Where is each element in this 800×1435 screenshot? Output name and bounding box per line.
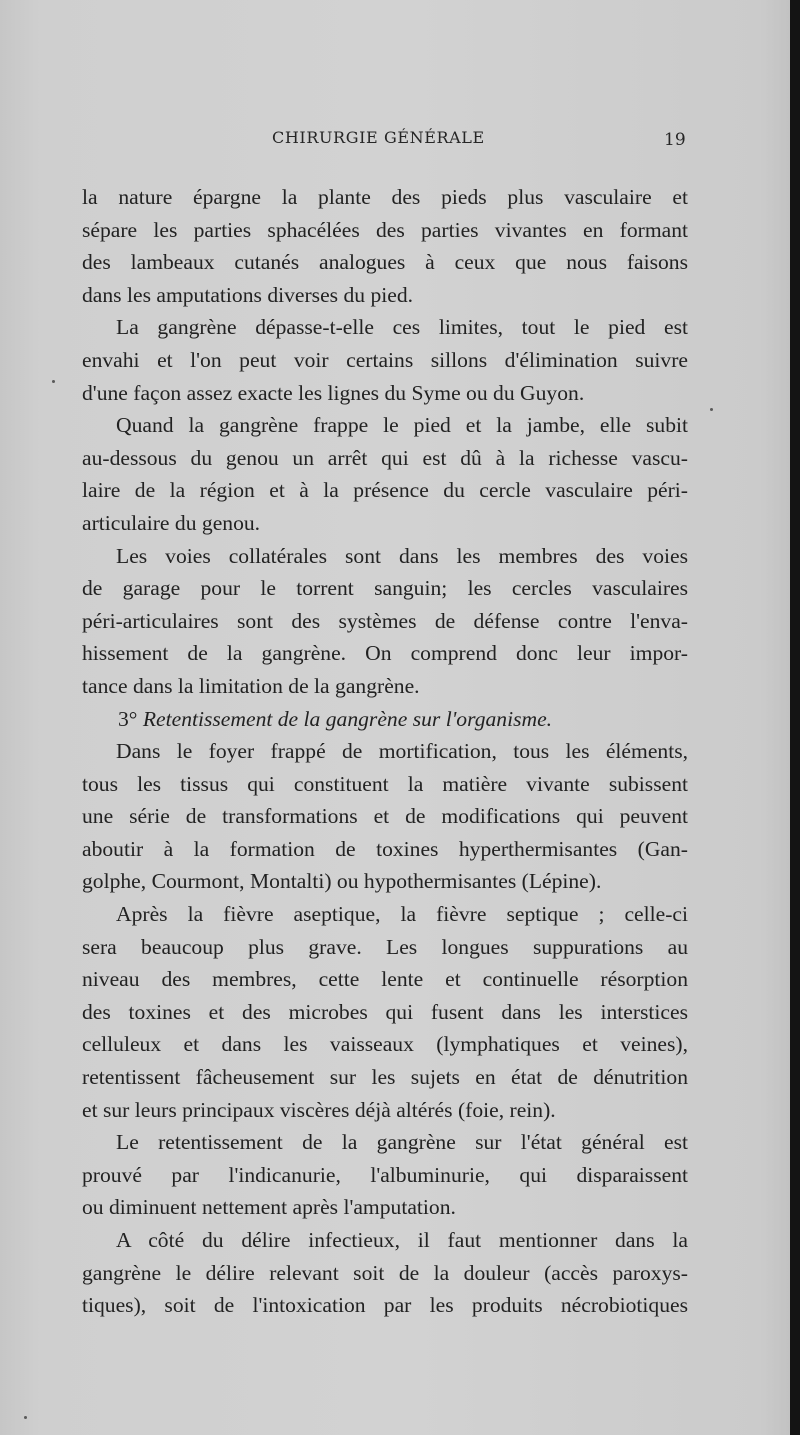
text-line: Les voies collatérales sont dans les membres des voies xyxy=(116,543,688,568)
text-line: péri-articulaires sont des systèmes de défense contre l'enva- xyxy=(82,608,688,633)
section-heading xyxy=(82,703,688,736)
text-line: tiques), soit de l'intoxication par les produits nécrobiotiques xyxy=(82,1293,688,1318)
scan-border xyxy=(790,0,800,1435)
paragraph-8 xyxy=(82,1224,688,1322)
paragraph-1 xyxy=(82,181,688,311)
paragraph-3 xyxy=(82,409,688,539)
paragraph-2 xyxy=(82,311,688,409)
text-line: des lambeaux cutanés analogues à ceux que nous faisons xyxy=(82,250,688,275)
text-line: sépare les parties sphacélées des parties vivantes en formant xyxy=(82,217,688,242)
text-line: sera beaucoup plus grave. Les longues suppurations au xyxy=(82,934,688,959)
text-line: au-dessous du genou un arrêt qui est dû à la richesse vascu- xyxy=(82,445,688,470)
text-line: et sur leurs principaux viscères déjà altérés (foie, rein). xyxy=(82,1097,556,1122)
section-title: Retentissement de la gangrène sur l'organisme. xyxy=(142,706,553,731)
body-text xyxy=(82,181,688,1322)
paragraph-7 xyxy=(82,1126,688,1224)
text-line: hissement de la gangrène. On comprend donc leur impor- xyxy=(82,641,688,666)
text-line: A côté du délire infectieux, il faut mentionner dans la xyxy=(116,1228,688,1252)
paragraph-6 xyxy=(82,898,688,1126)
text-line: des toxines et des microbes qui fusent dans les interstices xyxy=(82,999,688,1024)
text-line: de garage pour le torrent sanguin; les cercles vasculaires xyxy=(82,576,688,601)
text-line: Dans le foyer frappé de mortification, tous les éléments, xyxy=(116,739,688,764)
paper-speck xyxy=(24,1416,27,1419)
text-line: retentissent fâcheusement sur les sujets en état de dénutrition xyxy=(82,1065,688,1090)
section-number: 3° xyxy=(118,706,138,731)
text-line: tous les tissus qui constituent la matière vivante subissent xyxy=(82,771,688,796)
running-head xyxy=(0,128,790,158)
text-line: envahi et l'on peut voir certains sillons d'élimination suivre xyxy=(82,347,688,372)
text-line: d'une façon assez exacte les lignes du Syme ou du Guyon. xyxy=(82,380,585,405)
text-line: prouvé par l'indicanurie, l'albuminurie, qui disparaissent xyxy=(82,1162,688,1187)
text-line: la nature épargne la plante des pieds plus vasculaire et xyxy=(82,185,688,209)
paragraph-4 xyxy=(82,540,688,703)
text-line: aboutir à la formation de toxines hyperthermisantes (Gan- xyxy=(82,836,688,861)
text-line: ou diminuent nettement après l'amputation. xyxy=(82,1195,456,1220)
text-line: une série de transformations et de modifications qui peuvent xyxy=(82,804,688,829)
text-line: laire de la région et à la présence du cercle vasculaire péri- xyxy=(82,478,688,503)
text-line: Le retentissement de la gangrène sur l'état général est xyxy=(116,1130,688,1155)
text-line: articulaire du genou. xyxy=(82,510,261,535)
text-line: Quand la gangrène frappe le pied et la jambe, elle subit xyxy=(116,413,688,438)
text-line: dans les amputations diverses du pied. xyxy=(82,282,414,307)
text-line: niveau des membres, cette lente et continuelle résorption xyxy=(82,967,688,992)
text-line: La gangrène dépasse-t-elle ces limites, tout le pied est xyxy=(116,315,688,340)
text-line: tance dans la limitation de la gangrène. xyxy=(82,673,420,698)
running-head-title: CHIRURGIE GÉNÉRALE xyxy=(272,128,485,147)
text-line: gangrène le délire relevant soit de la douleur (accès paroxys- xyxy=(82,1260,688,1285)
text-line: Après la fièvre aseptique, la fièvre septique ; celle-ci xyxy=(116,902,688,927)
paragraph-5 xyxy=(82,735,688,898)
paper-speck xyxy=(710,408,713,411)
paper-speck xyxy=(52,380,55,383)
page-number: 19 xyxy=(664,130,686,150)
text-line: celluleux et dans les vaisseaux (lymphatiques et veines), xyxy=(82,1032,688,1057)
text-line: golphe, Courmont, Montalti) ou hypothermisantes (Lépine). xyxy=(82,869,602,894)
